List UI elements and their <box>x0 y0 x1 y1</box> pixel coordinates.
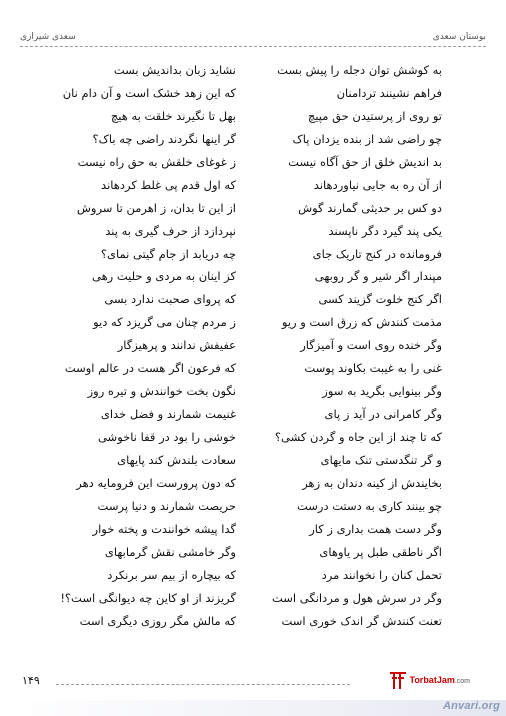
poem-couplet <box>0 177 506 200</box>
second-hemistich: که بیچاره از بیم سر برنکرد <box>107 567 236 582</box>
poem-couplet <box>0 223 506 246</box>
second-hemistich: نشاید زبان بداندیش بست <box>113 63 236 77</box>
author-name: سعدی شیرازی <box>20 32 76 42</box>
first-hemistich: که تا چند از این جاه و گردن کشی؟ <box>274 430 442 444</box>
second-hemistich: که اول قدم پی غلط کردهاند <box>101 177 236 192</box>
first-hemistich: بخایندش از کینه دندان به زهر <box>302 475 442 490</box>
first-hemistich: وگر بینوایی بگرید به سوز <box>322 384 442 399</box>
second-hemistich: چه دریابد از جام گیتی نمای؟ <box>100 246 236 261</box>
book-title: بوستان سعدی <box>432 32 486 42</box>
poem-couplet <box>0 498 506 521</box>
page-footer <box>20 676 486 692</box>
second-hemistich: نگون بخت خوانندش و تیره روز <box>87 384 236 399</box>
first-hemistich: غنی را به غیبت بکاوند پوست <box>304 361 442 376</box>
torbatjam-logo[interactable] <box>389 670 470 690</box>
first-hemistich: تعنت کنندش گر اندک خوری است <box>281 613 442 628</box>
poem-couplet <box>0 200 506 223</box>
poem-couplet <box>0 108 506 131</box>
poem-couplet <box>0 383 506 406</box>
first-hemistich: به کوشش توان دجله را پیش بست <box>277 63 442 77</box>
poem-couplet <box>0 337 506 360</box>
first-hemistich: وگر دست همت بداری ز کار <box>309 521 442 536</box>
poem-couplet <box>0 406 506 429</box>
poem-couplet <box>0 268 506 291</box>
poem-couplet <box>0 613 506 636</box>
poem-couplet <box>0 154 506 177</box>
second-hemistich: نپردازد از حرف گیری به پند <box>105 223 236 238</box>
poem-couplet <box>0 62 506 85</box>
second-hemistich: گدا پیشه خوانندت و پخته خوار <box>92 521 236 536</box>
poem-couplet <box>0 567 506 590</box>
second-hemistich: وگر خامشی نقش گرمابهای <box>104 544 236 559</box>
torbatjam-logo-icon <box>389 670 407 690</box>
first-hemistich: تو روی از پرستیدن حق مپیچ <box>307 108 442 123</box>
poem-couplet <box>0 521 506 544</box>
poem-couplet <box>0 590 506 613</box>
second-hemistich: ز مردم چنان می گریزد که دیو <box>93 315 236 330</box>
poem-body <box>0 62 506 635</box>
first-hemistich: تحمل کنان را نخوانند مرد <box>321 567 442 582</box>
watermark: Anvari.org <box>442 700 500 712</box>
first-hemistich: مذمت کنندش که زرق است و ریو <box>281 315 442 330</box>
first-hemistich: یکی پند گیرد دگر ناپسند <box>328 223 442 238</box>
first-hemistich: اگر ناطقی طبل پر یاوهای <box>319 544 442 559</box>
first-hemistich: دو کس بر حدیثی گمارند گوش <box>298 200 442 215</box>
first-hemistich: مپندار اگر شیر و گر روبهی <box>314 269 442 284</box>
first-hemistich: چو راضی شد از بنده یزدان پاک <box>292 131 442 146</box>
first-hemistich: فراهم نشینند تردامنان <box>336 85 442 100</box>
poem-couplet <box>0 475 506 498</box>
second-hemistich: غنیمت شمارند و فضل خدای <box>100 407 236 422</box>
page-header <box>20 32 486 47</box>
first-hemistich: وگر کامرانی در آید ز پای <box>324 407 442 422</box>
first-hemistich: و گر تنگدستی تنک مایهای <box>320 452 442 467</box>
second-hemistich: که پروای صحبت ندارد بسی <box>104 292 236 307</box>
poem-couplet <box>0 131 506 154</box>
poem-couplet <box>0 360 506 383</box>
first-hemistich: وگر خنده روی است و آمیزگار <box>300 338 442 353</box>
first-hemistich: فرومانده در کنج تاریک جای <box>312 246 442 261</box>
second-hemistich: از این تا بدان، ز اهرمن تا سروش <box>76 200 236 215</box>
second-hemistich: که مالش مگر روزی دیگری است <box>79 613 236 628</box>
second-hemistich: ز غوغای خلقش به حق راه نیست <box>77 154 236 169</box>
second-hemistich: خوشی را بود در قفا ناخوشی <box>97 430 236 444</box>
poem-couplet <box>0 85 506 108</box>
second-hemistich: که فرعون اگر هست در عالم اوست <box>64 361 236 376</box>
second-hemistich: کز اینان به مردی و حلیت رهی <box>92 269 236 284</box>
second-hemistich: که دون پرورست این فرومایه دهر <box>76 475 236 490</box>
second-hemistich: سعادت بلندش کند پایهای <box>117 452 236 467</box>
footer-divider <box>56 684 350 685</box>
second-hemistich: که این زهد خشک است و آن دام نان <box>62 85 236 100</box>
second-hemistich: گریزند از او کاین چه دیوانگی است؟! <box>60 590 236 605</box>
second-hemistich: حریصت شمارند و دنیا پرست <box>97 498 236 513</box>
bottom-band <box>0 700 506 716</box>
poem-couplet <box>0 291 506 314</box>
first-hemistich: وگر در سرش هول و مردانگی است <box>272 590 442 605</box>
first-hemistich: از آن ره به جایی نیاوردهاند <box>313 177 442 192</box>
poem-couplet <box>0 429 506 452</box>
logo-text: TorbatJam.com <box>409 675 470 685</box>
second-hemistich: بهل تا نگیرند خلقت به هیچ <box>110 108 236 123</box>
page-number: ۱۴۹ <box>22 674 40 687</box>
second-hemistich: گر اینها نگردند راضی چه باک؟ <box>92 131 236 146</box>
first-hemistich: اگر کنج خلوت گزیند کسی <box>318 292 442 307</box>
poem-couplet <box>0 544 506 567</box>
second-hemistich: عفیفش ندانند و پرهیزگار <box>117 338 236 353</box>
first-hemistich: چو بینند کاری به دستت درست <box>297 498 442 513</box>
first-hemistich: بد اندیش خلق از حق آگاه نیست <box>288 154 442 169</box>
poem-couplet <box>0 452 506 475</box>
poem-couplet <box>0 246 506 269</box>
poem-couplet <box>0 314 506 337</box>
